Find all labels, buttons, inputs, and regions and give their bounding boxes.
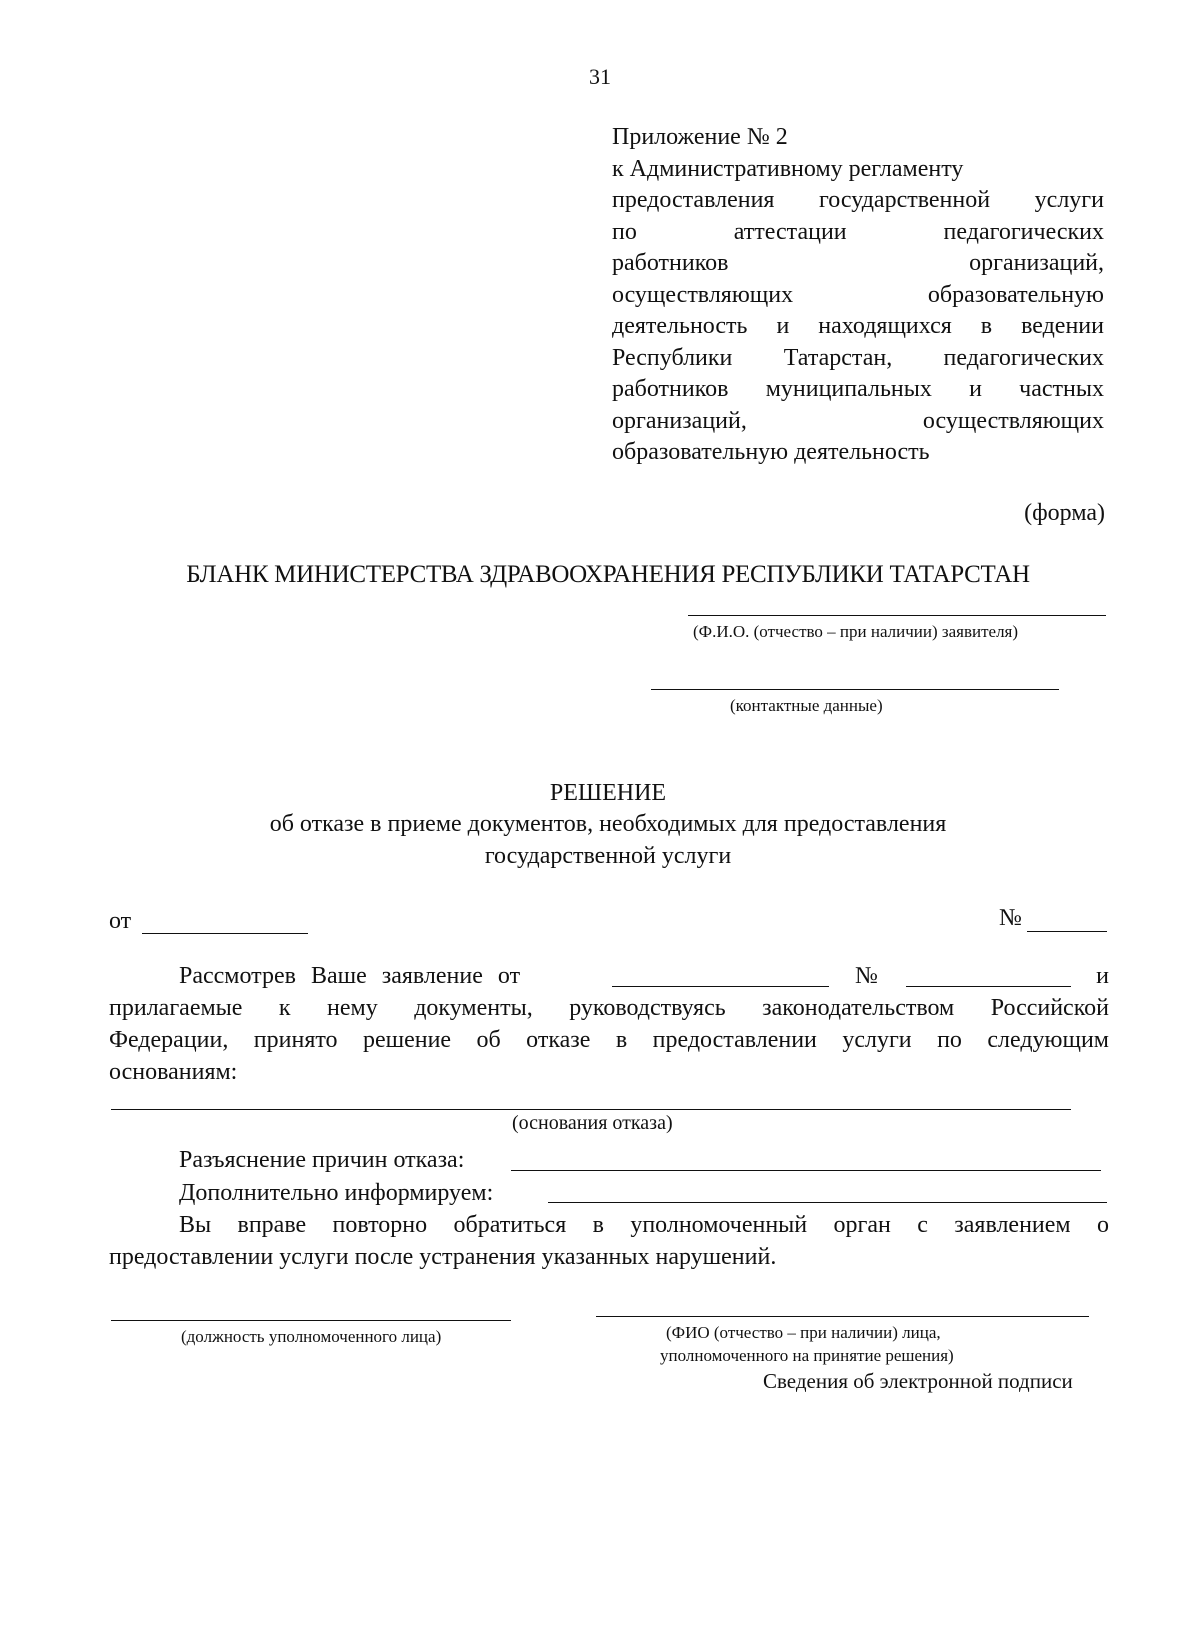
appendix-line: Приложение № 2 (612, 124, 788, 150)
appendix-line: осуществляющих образовательную (612, 281, 1104, 308)
appendix-header (612, 122, 1104, 469)
applicant-caption: (Ф.И.О. (отчество – при наличии) заявителя) (693, 622, 1019, 641)
appendix-line: Республики Татарстан, педагогических (612, 344, 1104, 371)
appendix-line: работников организаций, (612, 250, 1104, 276)
fio-signature-line[interactable] (596, 1316, 1089, 1317)
form-label: (форма) (1024, 500, 1105, 526)
closing-line-2: предоставлении услуги после устранения указанных нарушений. (109, 1244, 777, 1270)
body-line-2: прилагаемые к нему документы, руководствуясь законодательством Российской (109, 995, 1109, 1021)
decision-subtitle: государственной услуги (484, 843, 732, 869)
application-date-line[interactable] (612, 986, 829, 987)
application-number-label: № (855, 963, 878, 989)
application-number-line[interactable] (906, 986, 1071, 987)
position-signature-line[interactable] (111, 1320, 511, 1321)
appendix-line: образовательную деятельность (612, 439, 930, 465)
number-label: № (999, 905, 1022, 931)
contacts-caption: (контактные данные) (730, 696, 883, 715)
grounds-caption: (основания отказа) (512, 1112, 673, 1134)
ministry-blank-title: БЛАНК МИНИСТЕРСТВА ЗДРАВООХРАНЕНИЯ РЕСПУБЛИКИ ТАТАРСТАН (186, 561, 1030, 588)
body-text-part: Рассмотрев Ваше заявление от (179, 963, 521, 989)
position-caption: (должность уполномоченного лица) (181, 1327, 442, 1346)
number-line[interactable] (1027, 931, 1107, 932)
body-line-3: Федерации, принято решение об отказе в предоставлении услуги по следующим (109, 1027, 1109, 1053)
appendix-line: по аттестации педагогических (612, 218, 1104, 245)
grounds-line[interactable] (111, 1109, 1071, 1110)
date-from-label: от (109, 908, 132, 934)
additional-info-label: Дополнительно информируем: (179, 1180, 494, 1206)
body-line-1 (179, 960, 1109, 993)
decision-subtitle: об отказе в приеме документов, необходимых для предоставления (269, 811, 947, 837)
contacts-line[interactable] (651, 689, 1059, 690)
page-number: 31 (589, 64, 611, 89)
body-text-part: и (1096, 963, 1109, 989)
fio-caption: (ФИО (отчество – при наличии) лица, (666, 1323, 941, 1342)
fio-caption: уполномоченного на принятие решения) (660, 1346, 954, 1365)
additional-info-line[interactable] (548, 1202, 1107, 1203)
body-line-4: основаниям: (109, 1059, 238, 1085)
electronic-signature-label: Сведения об электронной подписи (763, 1369, 1073, 1393)
closing-line-1: Вы вправе повторно обратиться в уполномоченный орган с заявлением о (179, 1212, 1109, 1238)
explanation-line[interactable] (511, 1170, 1101, 1171)
appendix-line: организаций, осуществляющих (612, 407, 1104, 434)
appendix-line: к Административному регламенту (612, 155, 964, 182)
date-line[interactable] (142, 933, 308, 934)
appendix-line: деятельность и находящихся в ведении (612, 313, 1104, 339)
explanation-label: Разъяснение причин отказа: (179, 1147, 465, 1173)
appendix-line: предоставления государственной услуги (612, 187, 1104, 213)
appendix-line: работников муниципальных и частных (612, 376, 1104, 402)
decision-title: РЕШЕНИЕ (549, 780, 667, 806)
applicant-name-line[interactable] (688, 615, 1106, 616)
